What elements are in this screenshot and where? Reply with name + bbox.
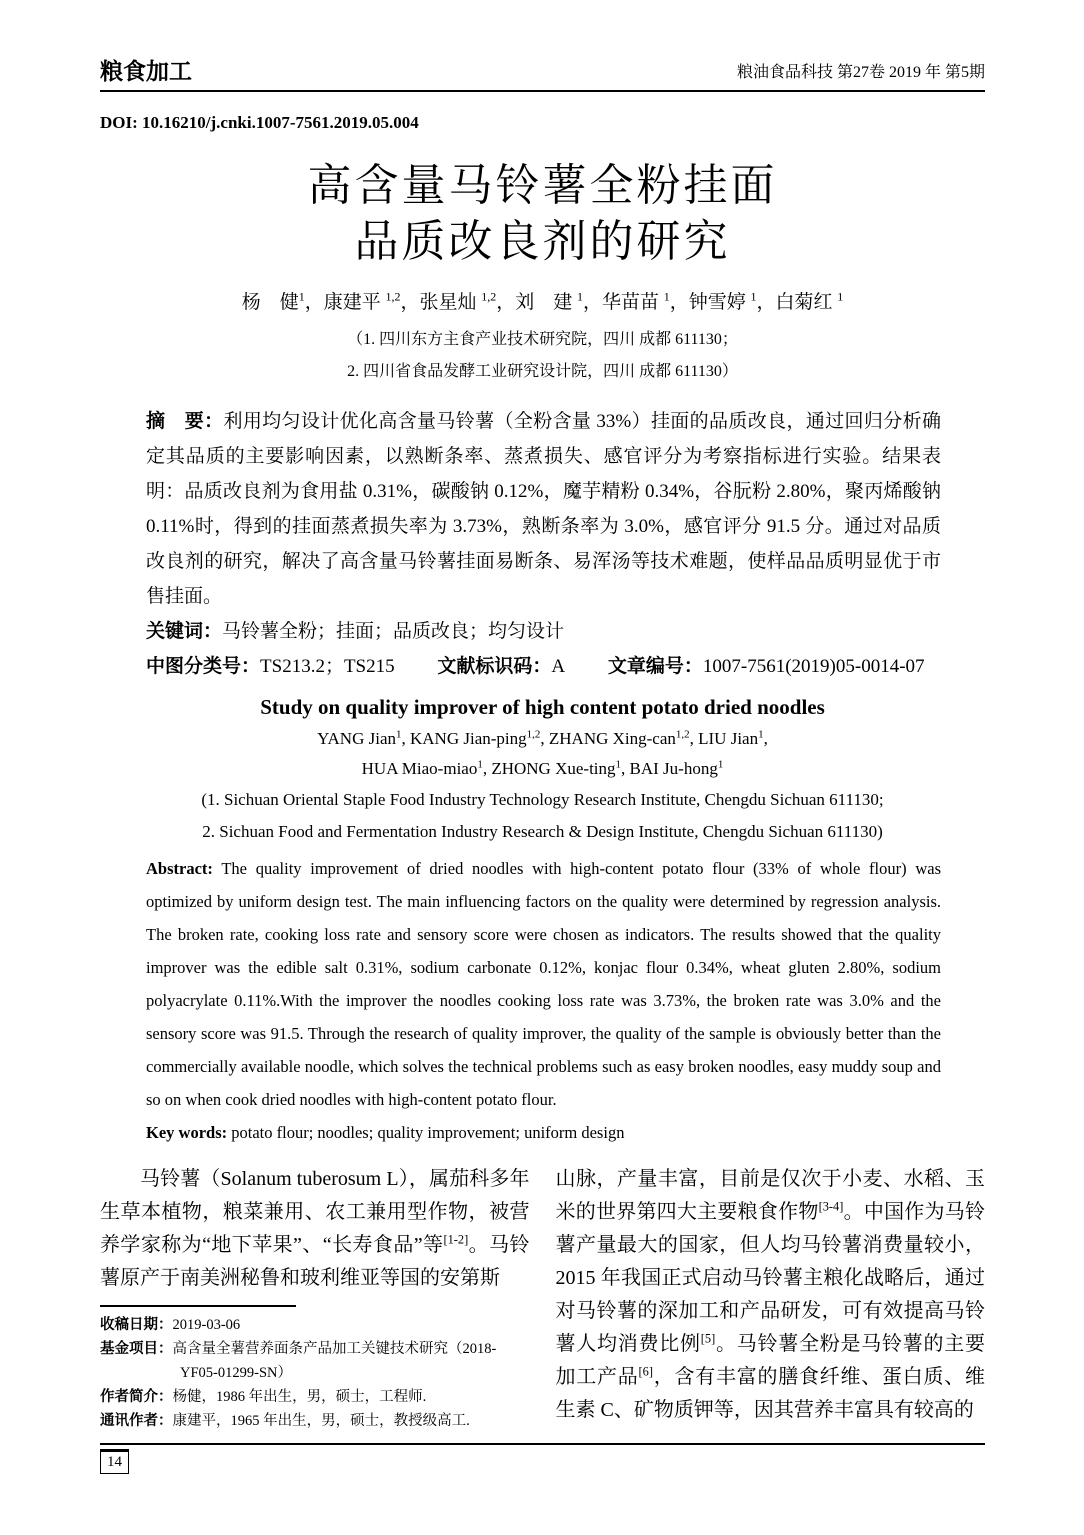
received-date-value: 2019-03-06 [172,1317,241,1333]
fund-project-line [100,1337,530,1385]
affiliations-en [100,784,985,848]
document-code-value: A [551,656,566,677]
classification-line [146,649,941,684]
article-title-cn [100,158,985,270]
keywords-cn-text: 马铃薯全粉；挂面；品质改良；均匀设计 [222,621,565,642]
corresponding-author-line [100,1409,530,1433]
doi-line: DOI: 10.16210/j.cnki.1007-7561.2019.05.004 [100,113,419,132]
abstract-cn-label: 摘 要： [146,411,224,432]
article-title-cn-line2: 品质改良剂的研究 [354,217,731,266]
document-code [437,656,565,677]
fund-project-value: 高含量全薯营养面条产品加工关键技术研究（2018-YF05-01299-SN） [172,1341,497,1381]
page-footer [100,1443,985,1474]
affiliation-en-1: (1. Sichuan Oriental Staple Food Industry Technology Research Institute, Chengdu Sichuan 611130; [201,790,884,809]
keywords-en [146,1116,941,1149]
footnote-block [100,1307,530,1433]
journal-section-title: 粮食加工 [100,58,192,84]
article-id [608,656,925,677]
abstract-en-text: The quality improvement of dried noodles with high-content potato flour (33% of whole flour) was optimized by uniform design test. The main influencing factors on the quality were determined by regression analysis. The broken rate, cooking loss rate and sensory score were chosen as indicators. The results showed that the quality improver was the edible salt 0.31%, sodium carbonate 0.12%, konjac flour 0.34%, wheat gluten 2.80%, sodium polyacrylate 0.11%.With the improver the noodles cooking loss rate was 3.73%, the broken rate was 3.0% and the sensory score was 91.5. Through the research of quality improver, the quality of the sample is obviously better than the commercially available noodle, which solves the technical problems such as easy broken noodles, easy muddy soup and so on when cook dried noodles with high-content potato flour. [146,859,941,1109]
affiliation-en-2: 2. Sichuan Food and Fermentation Industry Research & Design Institute, Chengdu Sichuan 611130) [202,822,883,841]
article-id-value: 1007-7561(2019)05-0014-07 [702,656,925,677]
author-bio-line [100,1385,530,1409]
author-bio-value: 杨健，1986 年出生，男，硕士，工程师. [172,1389,427,1405]
document-code-label: 文献标识码： [437,656,552,677]
intro-paragraph-right: 山脉，产量丰富，目前是仅次于小麦、水稻、玉米的世界第四大主要粮食作物[3-4]。中国作为马铃薯产量最大的国家，但人均马铃薯消费量较小，2015 年我国正式启动马铃薯主粮化战略后，通过对马铃薯的深加工和产品研发，可有效提高马铃薯人均消费比例[5]。马铃薯全粉是马铃薯的主要加工产品[6]，含有丰富的膳食纤维、蛋白质、维生素 C、矿物质钾等，因其营养丰富具有较高的 [555,1168,986,1421]
author-bio-label: 作者简介： [100,1389,173,1405]
affiliation-cn-1: （1. 四川东方主食产业技术研究院，四川 成都 611130； [347,331,738,348]
abstract-cn [146,404,941,614]
body-left-column [100,1163,530,1433]
keywords-cn-label: 关键词： [146,621,223,642]
body-columns [100,1163,985,1433]
page-header [100,58,985,92]
body-right-column [556,1163,986,1433]
authors-en-line1: YANG Jian$^1$, KANG Jian-ping$^{1,2}$, ZHANG Xing-can$^{1,2}$, LIU Jian$^1$, [317,728,768,748]
authors-en-line2: HUA Miao-miao$^1$, ZHONG Xue-ting$^1$, BAI Ju-hong$^1$ [361,758,724,778]
article-title-cn-line1: 高含量马铃薯全粉挂面 [307,161,778,210]
received-date-label: 收稿日期： [100,1317,173,1333]
clc-number [146,656,395,677]
abstract-en [146,852,941,1116]
fund-project-label: 基金项目： [100,1341,173,1357]
corresponding-author-value: 康建平，1965 年出生，男，硕士，教授级高工. [172,1413,470,1429]
corresponding-author-label: 通讯作者： [100,1413,173,1429]
keywords-en-label: Key words: [146,1123,228,1142]
article-id-label: 文章编号： [607,656,703,677]
journal-issue-info: 粮油食品科技 第27卷 2019 年 第5期 [736,64,985,81]
intro-paragraph-left: 马铃薯（Solanum tuberosum L），属茄科多年生草本植物，粮菜兼用、农工兼用型作物，被营养学家称为“地下苹果”、“长寿食品”等[1-2]。马铃薯原产于南美洲秘鲁和玻利维亚等国的安第斯 [100,1168,530,1289]
keywords-en-text: potato flour; noodles; quality improvement; uniform design [227,1123,625,1142]
authors-en [100,724,985,784]
clc-label: 中图分类号： [146,656,261,677]
article-title-en: Study on quality improver of high content potato dried noodles [260,695,825,719]
abstract-section-cn [146,404,941,684]
received-date-line [100,1313,530,1337]
abstract-en-label: Abstract: [146,859,213,878]
affiliations-cn [100,324,985,388]
keywords-cn [146,614,941,649]
affiliation-cn-2: 2. 四川省食品发酵工业研究设计院，四川 成都 611130） [347,363,738,380]
clc-value: TS213.2；TS215 [260,656,395,677]
abstract-cn-text: 利用均匀设计优化高含量马铃薯（全粉含量 33%）挂面的品质改良，通过回归分析确定其品质的主要影响因素，以熟断条率、蒸煮损失、感官评分为考察指标进行实验。结果表明：品质改良剂为食用盐 0.31%，碳酸钠 0.12%，魔芋精粉 0.34%，谷朊粉 2.80%，聚丙烯酸钠 0.11%时，得到的挂面蒸煮损失率为 3.73%，熟断条率为 3.0%，感官评分 91.5 分。通过对品质改良剂的研究，解决了高含量马铃薯挂面易断条、易浑汤等技术难题，使样品品质明显优于市售挂面。 [146,411,941,607]
authors-cn: 杨 健$^1$，康建平 $^{1,2}$，张星灿 $^{1,2}$，刘 建 $^1$，华苗苗 $^1$，钟雪婷 $^1$，白菊红 $^1$ [241,289,844,313]
page-number: 14 [100,1449,129,1474]
